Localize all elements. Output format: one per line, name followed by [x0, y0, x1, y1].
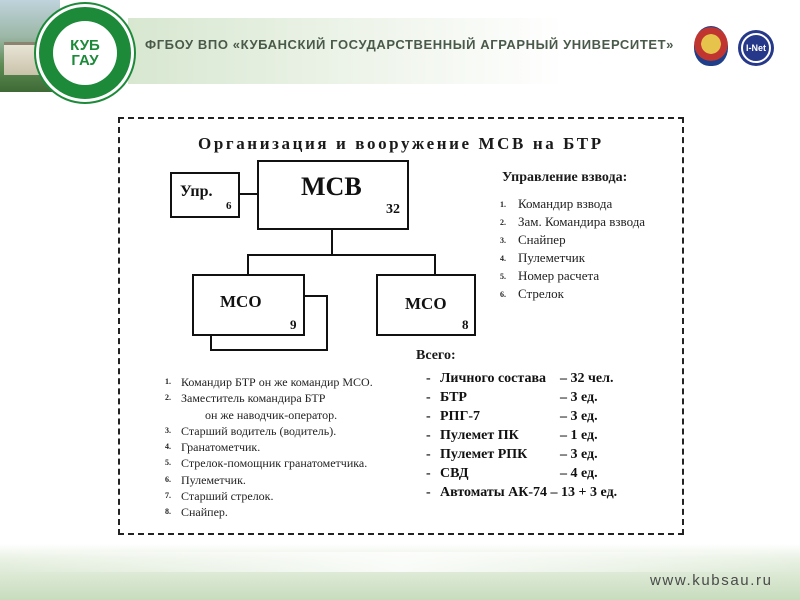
- list-item: - Пулемет ПК – 1 ед.: [426, 428, 598, 443]
- list-item: 6. Пулеметчик.: [165, 472, 246, 487]
- upr-label: Упр.: [180, 183, 213, 200]
- inet-emblem-label: I-Net: [746, 43, 766, 53]
- list-item: 5. Стрелок-помощник гранатометчика.: [165, 456, 368, 471]
- totals-heading: Всего:: [416, 348, 456, 363]
- mso1-connector: [247, 254, 249, 274]
- list-item: 1. Командир взвода: [500, 196, 613, 211]
- logo-text: [53, 38, 117, 68]
- list-item: 3. Старший водитель (водитель).: [165, 423, 337, 438]
- horizontal-connector: [247, 254, 435, 256]
- university-logo: [36, 4, 134, 102]
- mso1-label: МСО: [220, 292, 262, 311]
- list-item: - РПГ-7 – 3 ед.: [426, 409, 598, 424]
- footer-swoosh: [0, 552, 800, 572]
- footer-url: www.kubsau.ru: [650, 572, 773, 589]
- mso2-label: МСО: [405, 294, 447, 313]
- diagram-title: Организация и вооружение МСВ на БТР: [198, 134, 604, 153]
- inet-emblem-icon: [738, 30, 774, 66]
- mso2-connector: [434, 254, 436, 274]
- list-item: - СВД – 4 ед.: [426, 466, 598, 481]
- list-item: 4. Пулеметчик: [500, 250, 586, 265]
- totals-list: [426, 369, 617, 502]
- upr-connector: [240, 193, 258, 195]
- list-item: 5. Номер расчета: [500, 268, 600, 283]
- mso2-count: 8: [462, 317, 469, 332]
- list-item: - БТР – 3 ед.: [426, 390, 598, 405]
- list-item: 7. Старший стрелок.: [165, 489, 274, 504]
- list-item: 2. Заместитель командира БТР: [165, 391, 326, 406]
- list-item: он же наводчик-оператор.: [205, 407, 338, 422]
- upr-count: 6: [226, 200, 232, 212]
- list-item: 1. Командир БТР он же командир МСО.: [165, 375, 373, 389]
- platoon-management-heading: Управление взвода:: [502, 170, 628, 185]
- msv-vertical-connector: [331, 230, 333, 254]
- list-item: 2. Зам. Командира взвода: [500, 214, 646, 229]
- list-item: 6. Стрелок: [500, 286, 564, 301]
- header: [0, 0, 800, 92]
- header-title: ФГБОУ ВПО «КУБАНСКИЙ ГОСУДАРСТВЕННЫЙ АГРАРНЫЙ УНИВЕРСИТЕТ»: [145, 37, 675, 52]
- crew-list: [165, 374, 373, 521]
- msv-count: 32: [386, 202, 400, 217]
- logo-line2: ГАУ: [71, 52, 99, 69]
- mso1-count: 9: [290, 317, 297, 332]
- order-emblem-icon: [694, 26, 728, 66]
- list-item: - Личного состава – 32 чел.: [426, 371, 614, 386]
- platoon-management-list: [500, 195, 645, 303]
- logo-inner: [53, 21, 117, 85]
- list-item: 3. Снайпер: [500, 232, 566, 247]
- logo-line1: КУБ: [70, 37, 100, 54]
- list-item: 8. Снайпер.: [165, 505, 228, 520]
- msv-label: МСВ: [301, 172, 362, 201]
- list-item: - Пулемет РПК – 3 ед.: [426, 447, 598, 462]
- list-item: - Автоматы АК-74 – 13 + 3 ед.: [426, 485, 618, 500]
- list-item: 4. Гранатометчик.: [165, 440, 261, 455]
